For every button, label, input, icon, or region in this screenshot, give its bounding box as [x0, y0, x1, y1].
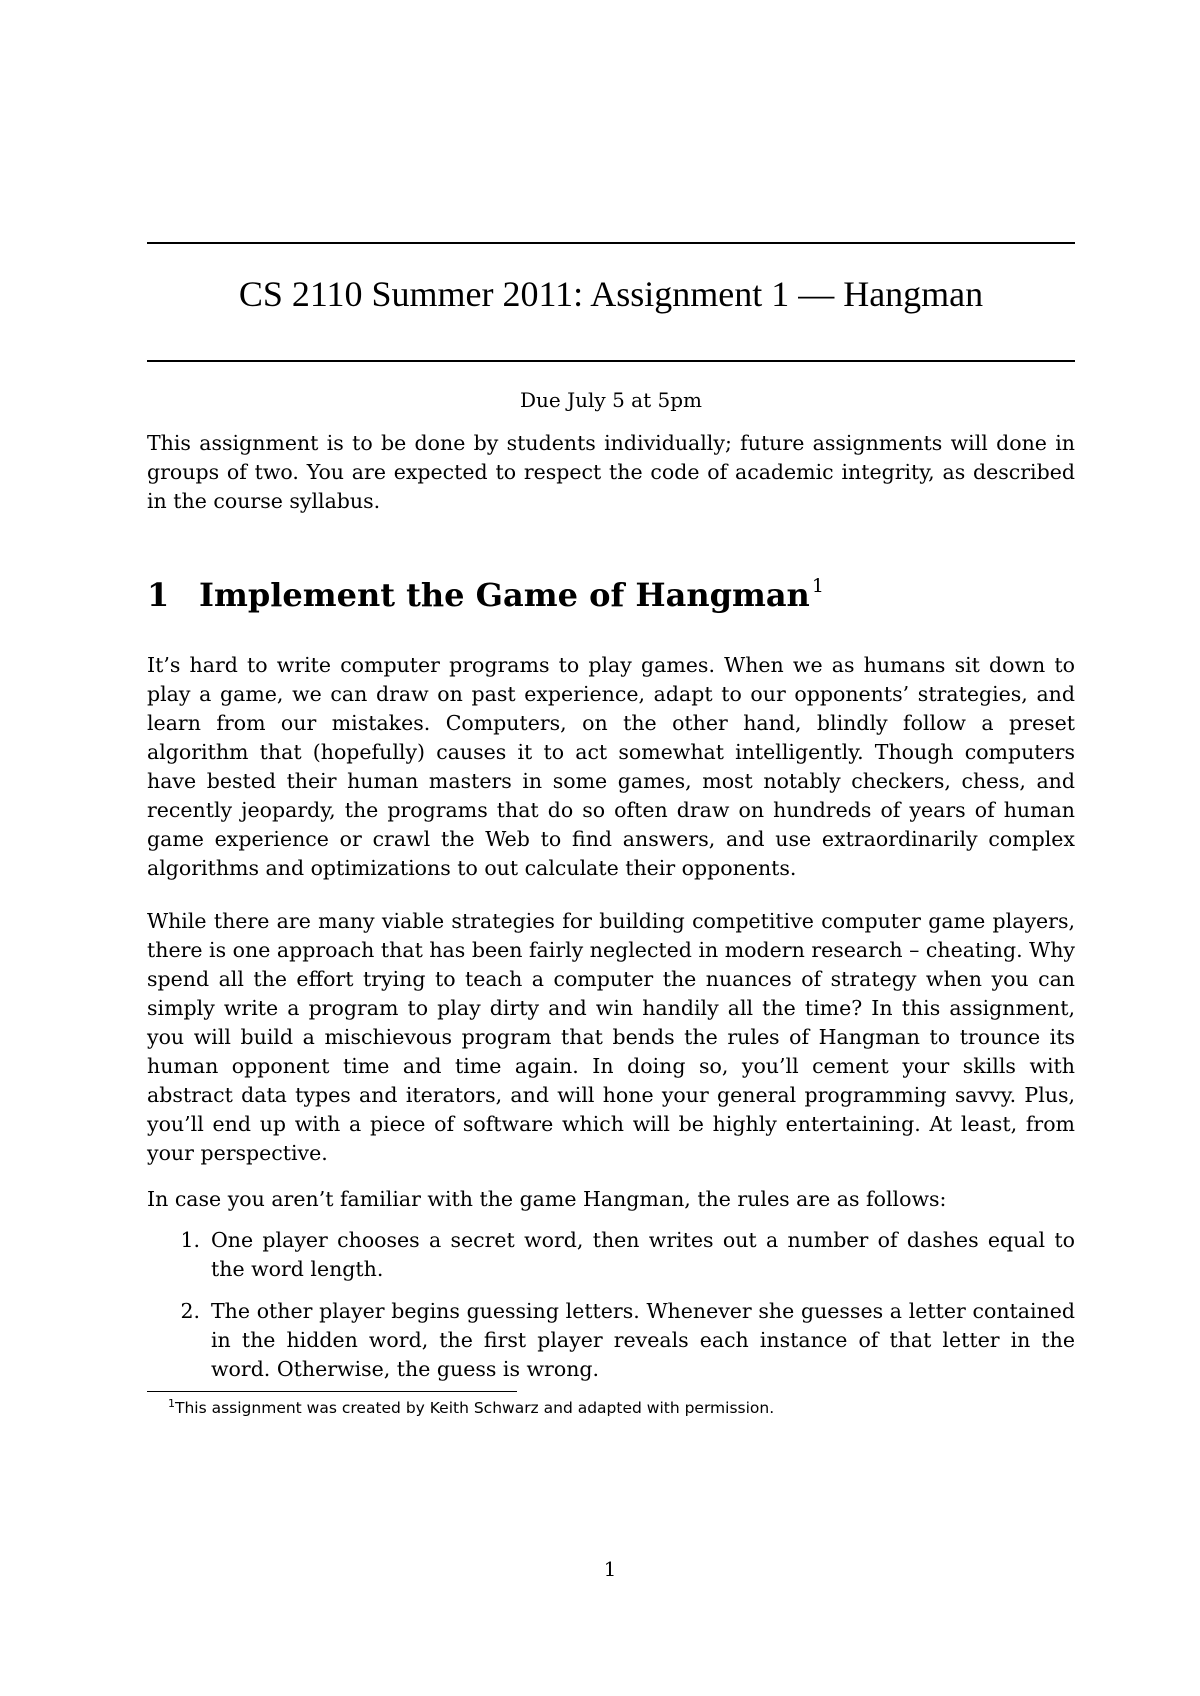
body-paragraph: While there are many viable strategies for building competitive computer game players, there is one approach that has been fairly neglected in modern research – cheating. Why spend all the effort trying to teach a computer the nuances of strategy when you can simply write a program to play dirty and win handily all the time? In this assignment, you will build a mischievous program that bends the rules of Hangman to trounce its human opponent time and time again. In doing so, you’ll cement your skills with abstract data types and iterators, and will hone your general programming savvy. Plus, you’ll end up with a piece of software which will be highly entertaining. At least, from your perspective. [147, 909, 1075, 1165]
list-item-text: The other player begins guessing letters. Whenever she guesses a letter contained in the hidden word, the first player reveals each instance of that letter in the word. Otherwise, the guess is wrong. [211, 1299, 1075, 1381]
rules-list-item [174, 1226, 1075, 1284]
title-rule-top [147, 242, 1075, 244]
page-title: CS 2110 Summer 2011: Assignment 1 — Hangman [238, 274, 984, 314]
due-date: Due July 5 at 5pm [520, 388, 702, 412]
section-number: 1 [147, 576, 170, 614]
title-rule-bottom [147, 360, 1075, 362]
footnote-mark: 1 [168, 1397, 175, 1410]
footnote [168, 1397, 774, 1419]
footnote-rule [147, 1391, 517, 1392]
body-paragraph: In case you aren’t familiar with the game Hangman, the rules are as follows: [147, 1187, 947, 1211]
section-title: Implement the Game of Hangman [199, 576, 810, 614]
body-paragraph: It’s hard to write computer programs to play games. When we as humans sit down to play a game, we can draw on past experience, adapt to our opponents’ strategies, and learn from our mistakes. Computers, on the other hand, blindly follow a preset algorithm that (hopefully) causes it to act somewhat intelligently. Though computers have bested their human masters in some games, most notably checkers, chess, and recently jeopardy, the programs that do so often draw on hundreds of years of human game experience or crawl the Web to find answers, and use extraordinarily complex algorithms and optimizations to out calculate their opponents. [147, 653, 1075, 880]
list-marker: 1. [180, 1228, 200, 1252]
list-marker: 2. [180, 1299, 200, 1323]
page-number: 1 [603, 1557, 617, 1581]
intro-paragraph: This assignment is to be done by students individually; future assignments will done in groups of two. You are expected to respect the code of academic integrity, as described in the course syllabus. [147, 431, 1075, 513]
list-item-text: One player chooses a secret word, then writes out a number of dashes equal to the word length. [211, 1228, 1075, 1281]
rules-list-item [174, 1297, 1075, 1384]
section-heading [147, 575, 824, 615]
footnote-text: This assignment was created by Keith Schwarz and adapted with permission. [175, 1399, 775, 1417]
footnote-reference[interactable]: 1 [811, 575, 824, 597]
